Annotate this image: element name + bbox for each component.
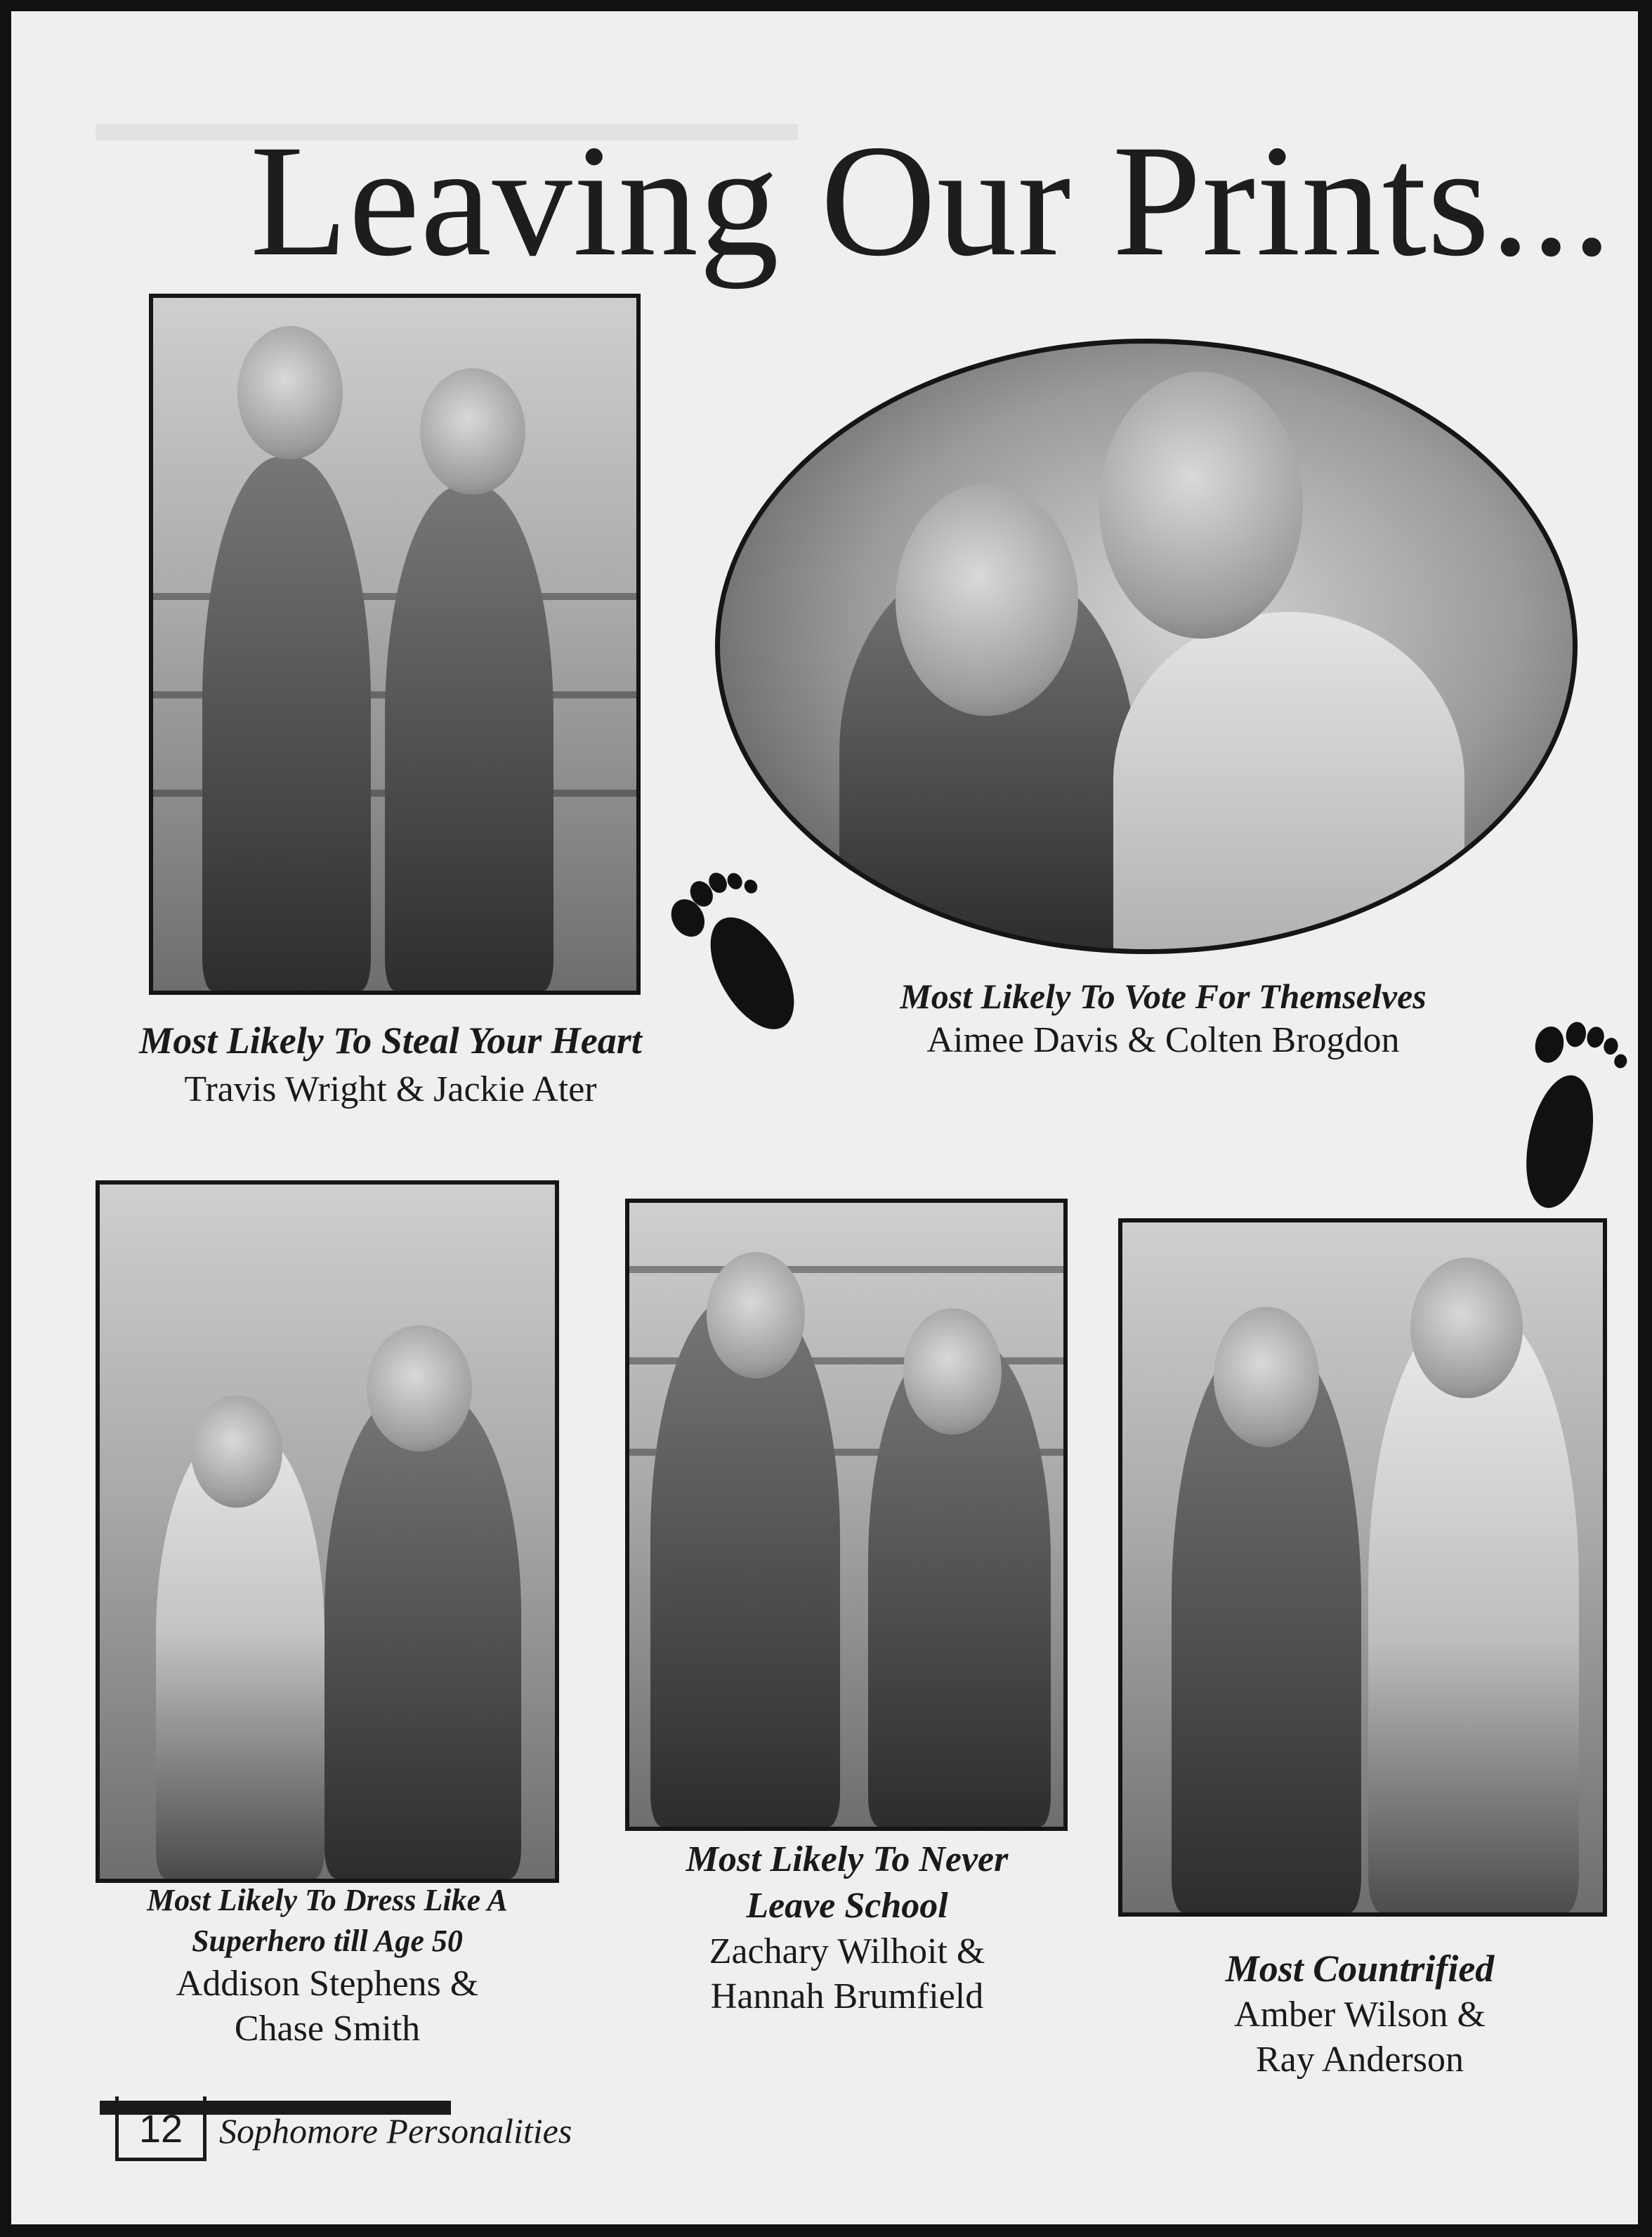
photo-most-countrified bbox=[1118, 1218, 1607, 1917]
award-names-line: Addison Stephens & bbox=[176, 1964, 479, 2004]
yearbook-page bbox=[11, 11, 1638, 2224]
award-names: Aimee Davis & Colten Brogdon bbox=[926, 1020, 1400, 1060]
photo-steal-your-heart bbox=[149, 294, 641, 995]
award-title-line: Superhero till Age 50 bbox=[192, 1924, 463, 1958]
award-title-line: Leave School bbox=[746, 1886, 948, 1926]
section-label: Sophomore Personalities bbox=[219, 2111, 572, 2151]
award-names-line: Zachary Wilhoit & bbox=[709, 1931, 985, 1971]
award-title: Most Countrified bbox=[1225, 1948, 1495, 1990]
footprint-icon bbox=[1500, 995, 1634, 1220]
award-title: Most Likely To Vote For Themselves bbox=[900, 977, 1427, 1016]
award-names-line: Ray Anderson bbox=[1255, 2040, 1464, 2080]
caption-steal-your-heart bbox=[117, 1016, 664, 1114]
award-names-line: Chase Smith bbox=[234, 2009, 421, 2049]
caption-superhero bbox=[74, 1880, 580, 2052]
caption-never-leave-school bbox=[608, 1837, 1086, 2019]
footprint-icon bbox=[657, 837, 812, 1048]
photo-never-leave-school bbox=[625, 1199, 1068, 1831]
award-names-line: Amber Wilson & bbox=[1233, 1995, 1486, 2035]
award-names-line: Hannah Brumfield bbox=[710, 1976, 984, 2016]
award-title-line: Most Likely To Dress Like A bbox=[147, 1883, 508, 1917]
photo-vote-for-themselves bbox=[715, 339, 1578, 954]
award-names: Travis Wright & Jackie Ater bbox=[184, 1069, 597, 1109]
photo-superhero bbox=[96, 1180, 559, 1883]
page-title: Leaving Our Prints... bbox=[250, 112, 1613, 289]
award-title: Most Likely To Steal Your Heart bbox=[139, 1019, 642, 1062]
award-title-line: Most Likely To Never bbox=[686, 1839, 1009, 1879]
page-number: 12 bbox=[115, 2096, 206, 2161]
caption-most-countrified bbox=[1107, 1945, 1613, 2082]
caption-vote-for-themselves bbox=[812, 975, 1514, 1064]
